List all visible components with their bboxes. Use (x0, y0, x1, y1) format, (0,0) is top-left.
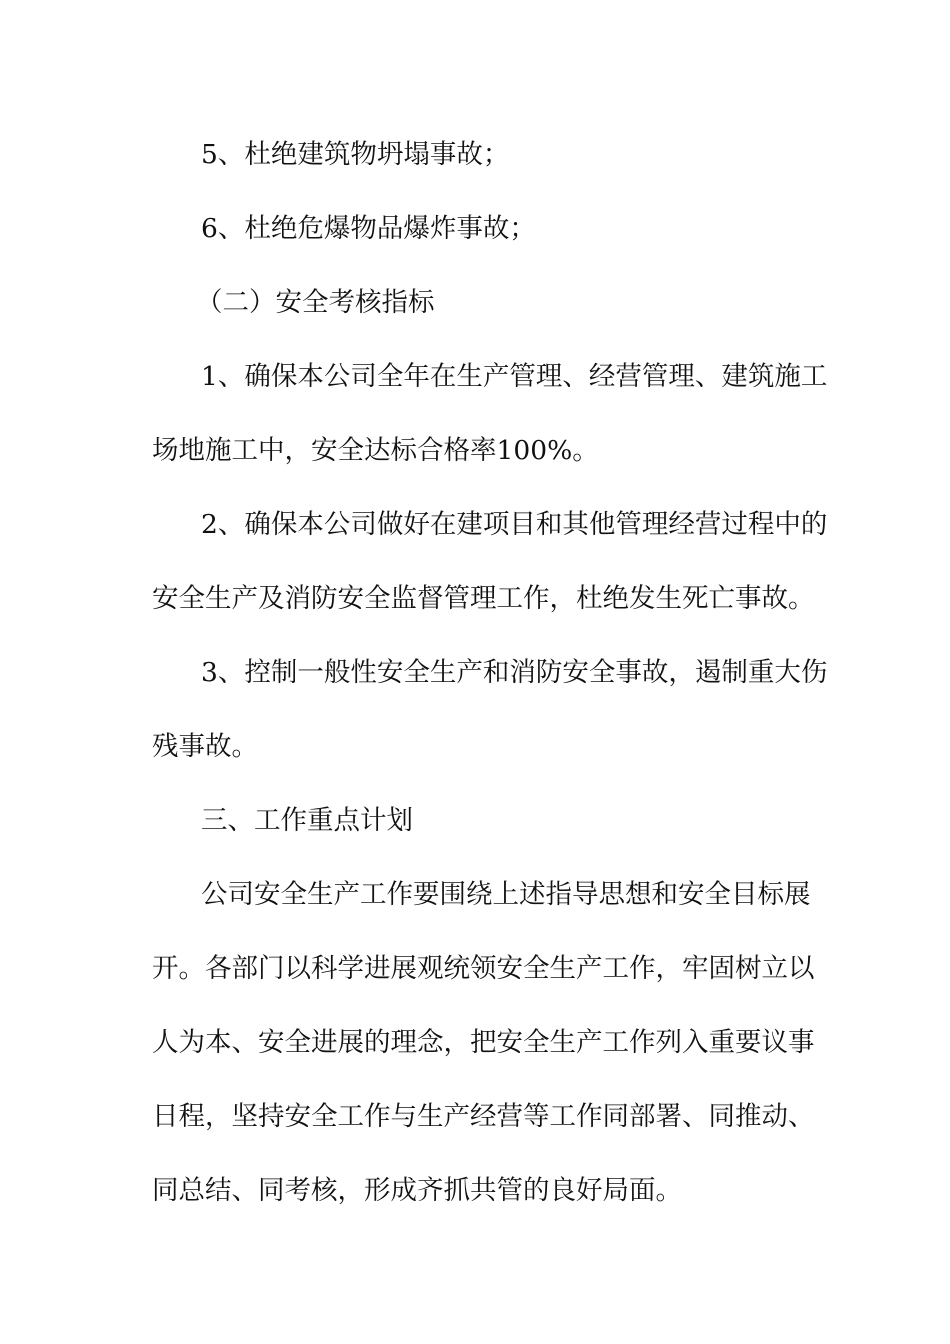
text-line: 安全生产及消防安全监督管理工作，杜绝发生死亡事故。 (152, 583, 815, 614)
text-line: 日程，坚持安全工作与生产经营等工作同部署、同推动、 (152, 1101, 815, 1132)
paragraph-item-1 (152, 340, 828, 488)
heading-line: 三、工作重点计划 (201, 805, 413, 836)
text-line: 公司安全生产工作要围绕上述指导思想和安全目标展 (201, 879, 811, 910)
text-line: 场地施工中，安全达标合格率100%。 (152, 435, 599, 466)
paragraph-item-3 (152, 636, 828, 784)
section-heading-plan (152, 784, 812, 858)
text-line: 5、杜绝建筑物坍塌事故； (201, 139, 510, 170)
heading-line: （二）安全考核指标 (196, 287, 435, 318)
text-line: 人为本、安全进展的理念，把安全生产工作列入重要议事 (152, 1027, 815, 1058)
text-line: 2、确保本公司做好在建项目和其他管理经营过程中的 (201, 509, 828, 540)
document-body (152, 118, 828, 1228)
paragraph-item-6 (152, 192, 812, 266)
paragraph-item-2 (152, 488, 828, 636)
text-line: 6、杜绝危爆物品爆炸事故； (201, 213, 536, 244)
text-line: 残事故。 (152, 731, 258, 762)
paragraph-item-5 (152, 118, 812, 192)
section-heading-assessment (152, 266, 812, 340)
text-line: 开。各部门以科学进展观统领安全生产工作，牢固树立以 (152, 953, 815, 984)
text-line: 3、控制一般性安全生产和消防安全事故，遏制重大伤 (201, 657, 828, 688)
paragraph-work-plan (152, 858, 815, 1228)
text-line: 1、确保本公司全年在生产管理、经营管理、建筑施工 (201, 361, 828, 392)
text-line: 同总结、同考核，形成齐抓共管的良好局面。 (152, 1175, 682, 1206)
